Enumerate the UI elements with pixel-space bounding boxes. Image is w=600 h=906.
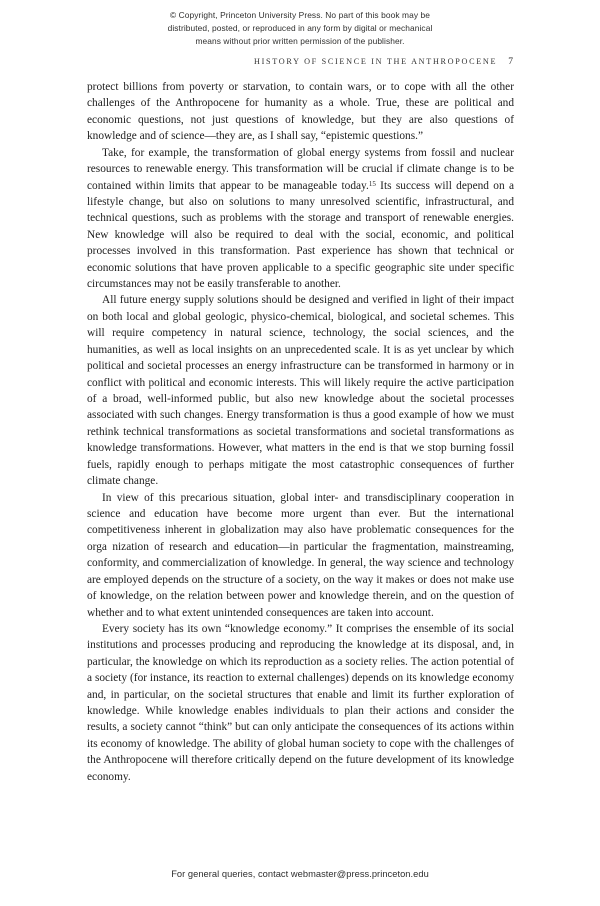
page-footer: For general queries, contact webmaster@press.princeton.edu	[171, 869, 429, 879]
copyright-notice-line-2: distributed, posted, or reproduced in any form by digital or mechanical	[167, 23, 433, 34]
paragraph-4: In view of this precarious situation, global inter- and transdisciplinary cooperation in science and education have become more urgent than ever. But the international competitiveness inherent in globalization may also have problematic consequences for the orga nization of research and education—in particular the fragmentation, mainstreaming, conformity, and commercialization of knowledge. In general, the way science and technology are employed depends on the structure of a society, on the way it makes or does not make use of knowledge, on the relation between power and knowledge therein, and on the question of whether and to what extent unintended consequences are taken into account.	[87, 491, 514, 619]
copyright-notice-line-1: © Copyright, Princeton University Press. No part of this book may be	[170, 10, 430, 20]
page-number: 7	[508, 56, 513, 67]
paragraph-2-part-1: Take, for example, the transformation of global energy systems from fossil and nuclear resources to renewable energy. This transformation will be crucial if climate change is to be contained within limits that appear to be manageable today.	[87, 146, 514, 192]
copyright-notice	[129, 9, 471, 48]
paragraph-2-part-2: Its success will depend on a lifestyle change, but also on solutions to many unresolved scientific, infrastructural, and technical questions, such as problems with the storage and transport of renewable energies. New knowledge will also be required to deal with the social, economic, and political processes involved in this transformation. Past experience has shown that technical or economic solutions that have proven applicable to a specific geographic site under specific circumstances may not be easily transferable to another.	[87, 179, 514, 291]
paragraph-1: protect billions from poverty or starvation, to contain wars, or to cope with all the other challenges of the Anthropocene for humanity as a whole. True, these are political and economic questions, not just questions of knowledge, but they are also questions of knowledge and of science—they are, as I shall say, “epistemic questions.”	[87, 81, 514, 143]
paragraph-5: Every society has its own “knowledge economy.” It comprises the ensemble of its social institutions and processes producing and reproducing the knowledge at its disposal, and, in particular, the knowledge on which its reproduction as a society relies. The action potential of a society (for instance, its reaction to external challenges) depends on its knowledge economy and, in particular, on the societal structures that enable and limit its further exploration of knowledge. While knowledge enables individuals to plan their actions and consider the results, a society cannot “think” but can only anticipate the consequences of its actions within its economy of knowledge. The ability of global human society to cope with the challenges of the Anthropocene will therefore critically depend on the future development of its knowledge economy.	[87, 622, 514, 783]
paragraph-2	[87, 145, 514, 293]
running-head	[87, 56, 513, 67]
running-head-title: HISTORY OF SCIENCE IN THE ANTHROPOCENE	[254, 57, 498, 66]
body-text-column	[87, 79, 514, 785]
paragraph-3: All future energy supply solutions should be designed and verified in light of their impact on both local and global geologic, physico-chemical, biological, and societal schemes. This will require competency in natural science, technology, the social sciences, and the humanities, as well as local insights on an unprecedented scale. It is as yet unclear by which political and societal processes an energy infrastructure can be transformed in harmony or in conflict with political and economic interests. This will likely require the active participation of a broad, well-informed public, but also new knowledge about the societal processes associated with such changes. Energy transformation is thus a good example of how we must rethink technical transformations as societal transformations and societal transformations as knowledge transformations. However, what matters in the end is that we stop burning fossil fuels, rapidly enough to perhaps mitigate the most catastrophic consequences of further climate change.	[87, 294, 514, 488]
footnote-marker: 15	[368, 179, 376, 188]
copyright-notice-line-3: means without prior written permission of the publisher.	[195, 36, 405, 47]
